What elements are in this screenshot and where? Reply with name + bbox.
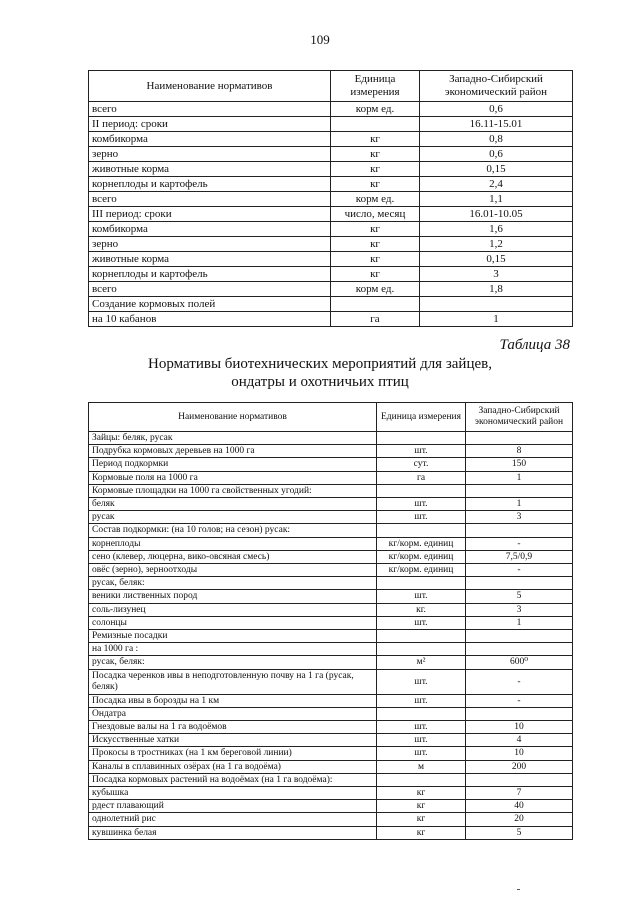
cell-unit: шт. — [377, 669, 466, 694]
cell-unit: шт. — [377, 445, 466, 458]
cell-norm-name: Состав подкормки: (на 10 голов; на сезон) русак: — [89, 524, 377, 537]
table-row — [89, 312, 573, 327]
cell-value: 600⁰ — [466, 656, 573, 669]
cell-value: 150 — [466, 458, 573, 471]
table-row — [89, 800, 573, 813]
cell-value: 0,8 — [420, 132, 573, 147]
cell-value: 3 — [466, 603, 573, 616]
cell-value: - — [466, 694, 573, 707]
cell-value — [466, 484, 573, 497]
cell-unit — [377, 484, 466, 497]
cell-value: 5 — [466, 826, 573, 839]
cell-norm-name: однолетний рис — [89, 813, 377, 826]
header-unit: Единица измерения — [377, 403, 466, 432]
table-row — [89, 656, 573, 669]
table-row — [89, 177, 573, 192]
table-header-row — [89, 403, 573, 432]
cell-norm-name: Искусственные хатки — [89, 734, 377, 747]
cell-value: 7,5/0,9 — [466, 550, 573, 563]
cell-unit: шт. — [377, 721, 466, 734]
cell-value — [466, 707, 573, 720]
cell-norm-name: Кормовые поля на 1000 га — [89, 471, 377, 484]
cell-value: 0,15 — [420, 252, 573, 267]
table-row — [89, 747, 573, 760]
table-row — [89, 102, 573, 117]
table-row — [89, 707, 573, 720]
cell-value — [466, 630, 573, 643]
table-row — [89, 117, 573, 132]
cell-unit: га — [377, 471, 466, 484]
cell-unit — [377, 707, 466, 720]
cell-unit — [377, 432, 466, 445]
table-row — [89, 826, 573, 839]
cell-norm-name: Посадка кормовых растений на водоёмах (на 1 га водоёма): — [89, 773, 377, 786]
table-row — [89, 773, 573, 786]
cell-value: 3 — [420, 267, 573, 282]
cell-norm-name: животные корма — [89, 162, 331, 177]
cell-norm-name: II период: сроки — [89, 117, 331, 132]
cell-unit: кг — [331, 147, 420, 162]
table-row — [89, 721, 573, 734]
table-row — [89, 669, 573, 694]
cell-value: 0,6 — [420, 102, 573, 117]
cell-norm-name: всего — [89, 282, 331, 297]
cell-unit: кг — [377, 800, 466, 813]
table-row — [89, 577, 573, 590]
feeding-norms-table — [88, 70, 573, 327]
cell-norm-name: комбикорма — [89, 132, 331, 147]
cell-norm-name: зерно — [89, 237, 331, 252]
cell-norm-name: рдест плавающий — [89, 800, 377, 813]
cell-value: 1,2 — [420, 237, 573, 252]
cell-unit: кг/корм. единиц — [377, 537, 466, 550]
cell-unit: шт. — [377, 694, 466, 707]
cell-norm-name: всего — [89, 192, 331, 207]
cell-norm-name: солонцы — [89, 616, 377, 629]
cell-norm-name: Подрубка кормовых деревьев на 1000 га — [89, 445, 377, 458]
cell-unit — [377, 577, 466, 590]
cell-norm-name: корнеплоды и картофель — [89, 267, 331, 282]
cell-unit: кг/корм. единиц — [377, 564, 466, 577]
cell-value: 16.01-10.05 — [420, 207, 573, 222]
table-row — [89, 207, 573, 222]
cell-value: 40 — [466, 800, 573, 813]
table-row — [89, 432, 573, 445]
table-row — [89, 550, 573, 563]
cell-unit — [331, 297, 420, 312]
table-row — [89, 282, 573, 297]
table-row — [89, 564, 573, 577]
cell-norm-name: зерно — [89, 147, 331, 162]
cell-value: 1 — [420, 312, 573, 327]
cell-unit — [377, 773, 466, 786]
cell-value: 1,1 — [420, 192, 573, 207]
cell-value: 16.11-15.01 — [420, 117, 573, 132]
table-row — [89, 643, 573, 656]
cell-norm-name: Каналы в сплавинных озёрах (на 1 га водоёма) — [89, 760, 377, 773]
scan-mark — [517, 889, 520, 890]
cell-value — [466, 432, 573, 445]
cell-norm-name: Прокосы в тростниках (на 1 км береговой линии) — [89, 747, 377, 760]
table-row — [89, 192, 573, 207]
cell-unit: кг/корм. единиц — [377, 550, 466, 563]
cell-value: - — [466, 564, 573, 577]
table-row — [89, 484, 573, 497]
cell-unit — [377, 630, 466, 643]
biotech-measures-table — [88, 402, 573, 840]
cell-norm-name: комбикорма — [89, 222, 331, 237]
cell-norm-name: русак — [89, 511, 377, 524]
cell-unit: шт. — [377, 511, 466, 524]
cell-value: 2,4 — [420, 177, 573, 192]
cell-unit: кг — [331, 132, 420, 147]
header-region: Западно-Сибирский экономический район — [466, 403, 573, 432]
cell-norm-name: кувшинка белая — [89, 826, 377, 839]
table-title-line-2: ондатры и охотничьих птиц — [231, 374, 409, 390]
cell-value: 1,8 — [420, 282, 573, 297]
table-row — [89, 267, 573, 282]
cell-value — [466, 643, 573, 656]
cell-unit: кг — [331, 222, 420, 237]
cell-value: 0,15 — [420, 162, 573, 177]
cell-norm-name: Зайцы: беляк, русак — [89, 432, 377, 445]
cell-norm-name: Посадка черенков ивы в неподготовленную почву на 1 га (русак, беляк) — [89, 669, 377, 694]
cell-norm-name: Период подкормки — [89, 458, 377, 471]
cell-norm-name: соль-лизунец — [89, 603, 377, 616]
cell-unit: кг — [331, 237, 420, 252]
table-row — [89, 162, 573, 177]
cell-unit: кг — [331, 267, 420, 282]
cell-value — [466, 773, 573, 786]
cell-value: - — [466, 669, 573, 694]
cell-unit: шт. — [377, 734, 466, 747]
table-row — [89, 590, 573, 603]
cell-value: 10 — [466, 721, 573, 734]
cell-unit: корм ед. — [331, 192, 420, 207]
table-row — [89, 222, 573, 237]
table-row — [89, 458, 573, 471]
cell-value: 8 — [466, 445, 573, 458]
cell-value: 5 — [466, 590, 573, 603]
cell-norm-name: Гнездовые валы на 1 га водоёмов — [89, 721, 377, 734]
cell-norm-name: Ремизные посадки — [89, 630, 377, 643]
cell-norm-name: III период: сроки — [89, 207, 331, 222]
cell-unit: м² — [377, 656, 466, 669]
table-row — [89, 471, 573, 484]
table-row — [89, 760, 573, 773]
header-norm-name: Наименование нормативов — [89, 71, 331, 102]
cell-norm-name: корнеплоды и картофель — [89, 177, 331, 192]
table-row — [89, 694, 573, 707]
table-row — [89, 630, 573, 643]
table-row — [89, 252, 573, 267]
table-row — [89, 498, 573, 511]
cell-value — [466, 577, 573, 590]
header-norm-name: Наименование нормативов — [89, 403, 377, 432]
cell-norm-name: русак, беляк: — [89, 656, 377, 669]
cell-unit: кг — [331, 252, 420, 267]
table-row — [89, 445, 573, 458]
cell-norm-name: Посадка ивы в борозды на 1 км — [89, 694, 377, 707]
cell-unit: шт. — [377, 747, 466, 760]
cell-norm-name: Создание кормовых полей — [89, 297, 331, 312]
cell-norm-name: сено (клевер, люцерна, вико-овсяная смесь) — [89, 550, 377, 563]
table-row — [89, 511, 573, 524]
cell-unit: кг — [331, 177, 420, 192]
table-row — [89, 616, 573, 629]
cell-norm-name: на 1000 га : — [89, 643, 377, 656]
cell-norm-name: веники лиственных пород — [89, 590, 377, 603]
cell-value: 10 — [466, 747, 573, 760]
cell-value: 7 — [466, 787, 573, 800]
cell-unit: сут. — [377, 458, 466, 471]
cell-value: 200 — [466, 760, 573, 773]
cell-value: 1 — [466, 498, 573, 511]
cell-unit: кг. — [377, 603, 466, 616]
cell-unit: шт. — [377, 498, 466, 511]
header-unit: Единица измерения — [331, 71, 420, 102]
cell-value — [420, 297, 573, 312]
cell-value: 1 — [466, 471, 573, 484]
cell-value: 1,6 — [420, 222, 573, 237]
table-caption-title — [0, 355, 640, 391]
cell-unit: га — [331, 312, 420, 327]
cell-unit — [377, 643, 466, 656]
cell-norm-name: Кормовые площадки на 1000 га свойственных угодий: — [89, 484, 377, 497]
cell-unit: шт. — [377, 616, 466, 629]
table-row — [89, 297, 573, 312]
cell-value: 4 — [466, 734, 573, 747]
cell-norm-name: корнеплоды — [89, 537, 377, 550]
cell-norm-name: всего — [89, 102, 331, 117]
cell-unit: кг — [377, 787, 466, 800]
cell-norm-name: кубышка — [89, 787, 377, 800]
cell-norm-name: на 10 кабанов — [89, 312, 331, 327]
cell-unit: кг — [331, 162, 420, 177]
table-row — [89, 147, 573, 162]
page-number: 109 — [310, 32, 330, 47]
table-row — [89, 734, 573, 747]
table-row — [89, 537, 573, 550]
cell-norm-name: беляк — [89, 498, 377, 511]
cell-value: - — [466, 537, 573, 550]
cell-norm-name: овёс (зерно), зерноотходы — [89, 564, 377, 577]
table-row — [89, 237, 573, 252]
header-region: Западно-Сибирский экономический район — [420, 71, 573, 102]
table-row — [89, 524, 573, 537]
cell-norm-name: животные корма — [89, 252, 331, 267]
table-header-row — [89, 71, 573, 102]
cell-unit: кг — [377, 826, 466, 839]
cell-unit — [377, 524, 466, 537]
table-caption-label: Таблица 38 — [499, 337, 570, 353]
cell-norm-name: русак, беляк: — [89, 577, 377, 590]
table-row — [89, 603, 573, 616]
table-row — [89, 132, 573, 147]
cell-unit: шт. — [377, 590, 466, 603]
cell-value: 0,6 — [420, 147, 573, 162]
cell-unit — [331, 117, 420, 132]
cell-unit: корм ед. — [331, 282, 420, 297]
cell-unit: число, месяц — [331, 207, 420, 222]
cell-norm-name: Ондатра — [89, 707, 377, 720]
cell-unit: кг — [377, 813, 466, 826]
table-row — [89, 787, 573, 800]
cell-value: 20 — [466, 813, 573, 826]
table-title-line-1: Нормативы биотехнических мероприятий для зайцев, — [148, 356, 492, 372]
cell-value: 1 — [466, 616, 573, 629]
cell-value: 3 — [466, 511, 573, 524]
cell-value — [466, 524, 573, 537]
cell-unit: корм ед. — [331, 102, 420, 117]
table-row — [89, 813, 573, 826]
cell-unit: м — [377, 760, 466, 773]
